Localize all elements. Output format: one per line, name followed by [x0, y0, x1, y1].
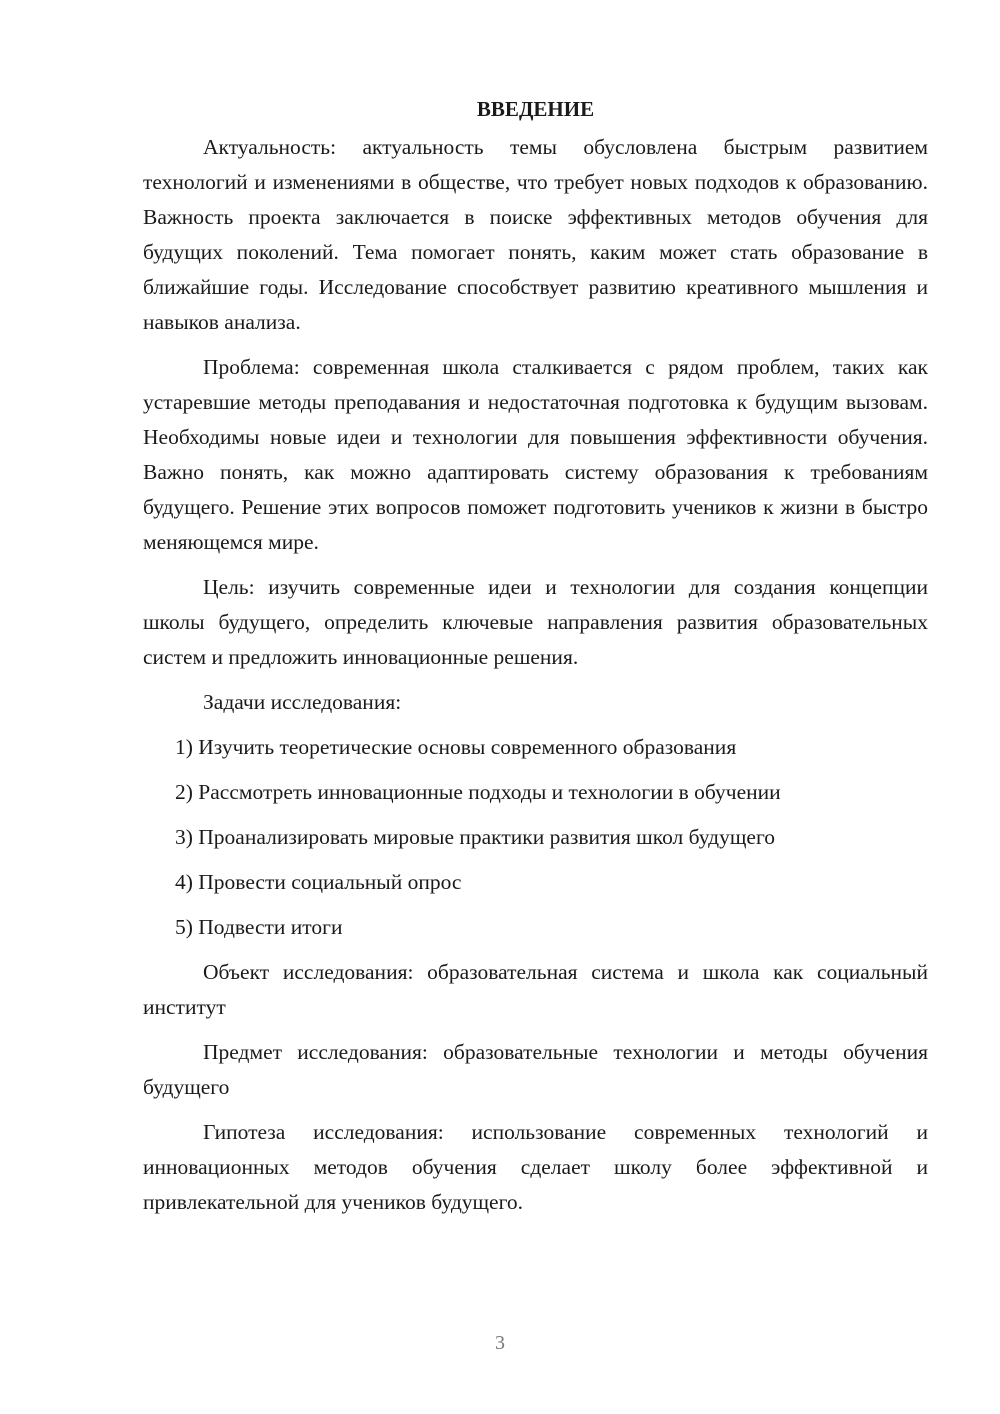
task-item: 1) Изучить теоретические основы современного образования: [175, 735, 737, 759]
task-item: 4) Провести социальный опрос: [175, 870, 462, 894]
subject-paragraph: Предмет исследования: образовательные технологии и методы обучения будущего: [143, 1040, 928, 1099]
document-page: [143, 92, 928, 1230]
tasks-heading: Задачи исследования:: [203, 690, 402, 714]
section-title: ВВЕДЕНИЕ: [476, 97, 595, 121]
task-item: 3) Проанализировать мировые практики развития школ будущего: [175, 825, 775, 849]
hypothesis-paragraph: Гипотеза исследования: использование современных технологий и инновационных методов обучения сделает школу более эффективной и привлекательной для учеников будущего.: [143, 1120, 928, 1214]
relevance-paragraph: Актуальность: актуальность темы обусловлена быстрым развитием технологий и изменениями в обществе, что требует новых подходов к образованию. Важность проекта заключается в поиске эффективных методов обучения для будущих поколений. Тема помогает понять, каким может стать образование в ближайшие годы. Исследование способствует развитию креативного мышления и навыков анализа.: [143, 135, 928, 334]
goal-paragraph: Цель: изучить современные идеи и технологии для создания концепции школы будущего, определить ключевые направления развития образовательных систем и предложить инновационные решения.: [143, 575, 928, 669]
page-number: 3: [495, 1332, 505, 1354]
problem-paragraph: Проблема: современная школа сталкивается с рядом проблем, таких как устаревшие методы преподавания и недостаточная подготовка к будущим вызовам. Необходимы новые идеи и технологии для повышения эффективности обучения. Важно понять, как можно адаптировать систему образования к требованиям будущего. Решение этих вопросов поможет подготовить учеников к жизни в быстро меняющемся мире.: [143, 355, 928, 554]
object-paragraph: Объект исследования: образовательная система и школа как социальный институт: [143, 960, 928, 1019]
task-item: 5) Подвести итоги: [175, 915, 343, 939]
task-item: 2) Рассмотреть инновационные подходы и технологии в обучении: [175, 780, 781, 804]
tasks-list: [143, 730, 928, 945]
